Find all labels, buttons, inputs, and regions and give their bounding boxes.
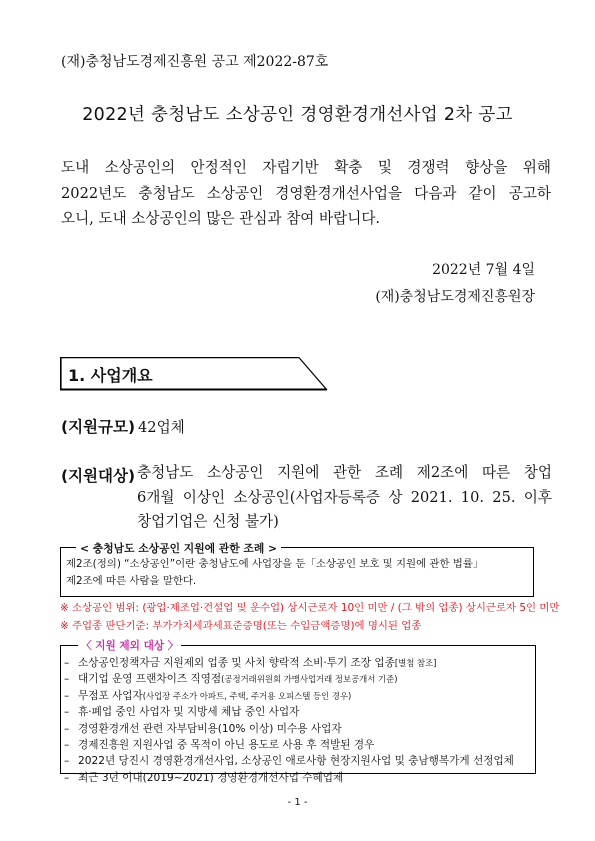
- issuer: (재)충청남도경제진흥원장: [375, 289, 535, 305]
- ordinance-box-title: < 충청남도 소상공인 지원에 관한 조례 >: [76, 541, 281, 556]
- page-title: 2022년 충청남도 소상공인 경영환경개선사업 2차 공고: [82, 105, 513, 125]
- target-line: 충청남도 소상공인 지원에 관한 조례 제2조에 따른 창업: [137, 464, 552, 481]
- list-item: – 무점포 사업자(사업장 주소가 아파트, 주택, 주거용 오피스텔 등인 경우): [64, 689, 352, 702]
- note-small-business-scope: ※ 소상공인 범위: (광업·제조업·건설업 및 운수업) 상시근로자 10인 미만 / (그 밖의 업종) 상시근로자 5인 미만: [60, 602, 560, 614]
- ordinance-line: 제2조에 따른 사람을 말한다.: [66, 575, 197, 587]
- list-item: – 2022년 당진시 경영환경개선사업, 소상공인 애로사항 현장지원사업 및 충남행복가게 선정업체: [64, 755, 514, 768]
- exclusion-box-title: 〈 지원 제외 대상 〉: [78, 638, 181, 653]
- list-item: – 경제진흥원 지원사업 중 목적이 아닌 용도로 사용 후 적발된 경우: [64, 739, 375, 752]
- list-item: – 최근 3년 이내(2019~2021) 경영환경개선사업 수혜업체: [64, 771, 344, 784]
- target-line: 6개월 이상인 소상공인(사업자등록증 상 2021. 10. 25. 이후: [137, 488, 552, 506]
- list-item: – 경영환경개선 관련 자부담비용(10% 이상) 미수용 사업자: [64, 722, 342, 735]
- ordinance-box-text: [66, 556, 483, 590]
- list-item: – 휴·폐업 중인 사업자 및 지방세 체납 중인 사업자: [64, 706, 300, 719]
- intro-line: 오니, 도내 소상공인의 많은 관심과 참여 바랍니다.: [61, 210, 381, 227]
- exclusion-list: [64, 655, 514, 786]
- support-scale-value: 42업체: [138, 419, 185, 436]
- section-header: [60, 357, 328, 391]
- support-scale-label: (지원규모): [61, 418, 136, 436]
- intro-line: 2022년도 충청남도 소상공인 경영환경개선사업을 다음과 같이 공고하: [61, 184, 551, 202]
- support-target-label: (지원대상): [61, 467, 136, 485]
- support-target-text: [137, 461, 552, 535]
- intro-line: 도내 소상공인의 안정적인 자립기반 확충 및 경쟁력 향상을 위해: [61, 159, 551, 176]
- section-title: 1. 사업개요: [68, 366, 153, 385]
- page-number: - 1 -: [287, 797, 308, 808]
- list-item: – 소상공인정책자금 지원제외 업종 및 사치 향락적 소비·투기 조장 업종[별첨 참조]: [64, 657, 437, 669]
- notice-number: (재)충청남도경제진흥원 공고 제2022-87호: [61, 54, 329, 70]
- ordinance-line: 제2조(정의) “소상공인”이란 충청남도에 사업장을 둔「소상공인 보호 및 지원에 관한 법률」: [66, 558, 484, 570]
- intro-paragraph: [61, 155, 551, 232]
- list-item: – 대기업 운영 프랜차이즈 직영점(공정거래위원회 가맹사업거래 정보공개서 기준): [64, 673, 398, 686]
- target-line: 창업기업은 신청 불가): [137, 513, 279, 530]
- notice-date: 2022년 7월 4일: [432, 262, 535, 278]
- note-main-industry-criteria: ※ 주업종 판단기준: 부가가치세과세표준증명(또는 수입금액증명)에 명시된 업종: [60, 620, 422, 632]
